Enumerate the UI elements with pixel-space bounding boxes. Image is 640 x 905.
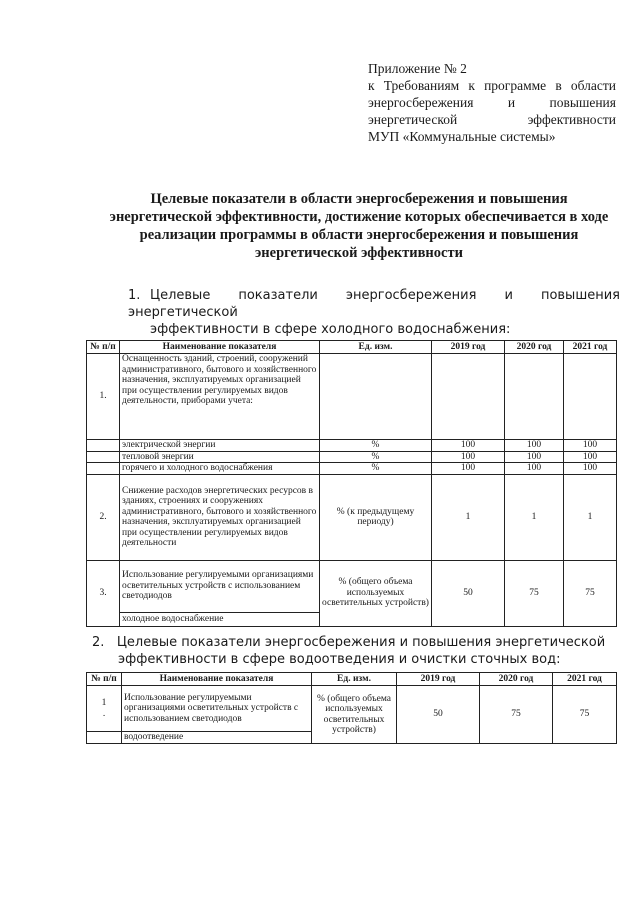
- table-row: [87, 440, 617, 452]
- value-2021: 1: [564, 474, 617, 560]
- row-num: 1: [101, 698, 107, 708]
- table-row: [87, 474, 617, 560]
- section-number: 1.: [128, 288, 141, 303]
- header-2020: 2020 год: [480, 673, 553, 686]
- table-row: [87, 560, 617, 612]
- value-2021: 100: [564, 463, 617, 475]
- header-num: № п/п: [87, 341, 120, 354]
- header-unit: Ед. изм.: [320, 341, 432, 354]
- value-2021: 100: [564, 451, 617, 463]
- value-2019: 100: [432, 451, 505, 463]
- header-2021: 2021 год: [553, 673, 617, 686]
- empty-cell: [564, 354, 617, 440]
- sub-indicator-name: водоотведение: [122, 732, 312, 744]
- value-2020: 100: [505, 440, 564, 452]
- header-2019: 2019 год: [397, 673, 480, 686]
- value-2020: 1: [505, 474, 564, 560]
- value-2021: 100: [564, 440, 617, 452]
- appendix-line: энергосбережения и повышения: [368, 95, 616, 110]
- unit: % (общего объема используемых осветительных устройств): [312, 686, 397, 744]
- empty-cell: [87, 463, 120, 475]
- indicator-name: Снижение расходов энергетических ресурсов в зданиях, строениях и сооружениях административного, бытового и хозяйственного назначения, эксплуатируемых организацией при осуществлении регулируемых видов деятельности: [120, 474, 320, 560]
- sub-indicator-name: тепловой энергии: [120, 451, 320, 463]
- unit: % (к предыдущему периоду): [320, 474, 432, 560]
- value-2019: 50: [432, 560, 505, 626]
- empty-cell: [432, 354, 505, 440]
- empty-cell: [87, 440, 120, 452]
- value-2021: 75: [553, 686, 617, 744]
- section-text: Целевые показатели энергосбережения и повышения энергетической: [116, 635, 606, 650]
- empty-cell: [87, 451, 120, 463]
- value-2020: 100: [505, 451, 564, 463]
- row-num: 1.: [87, 354, 120, 440]
- header-2020: 2020 год: [505, 341, 564, 354]
- unit: %: [320, 451, 432, 463]
- unit: %: [320, 440, 432, 452]
- section-number: 2.: [92, 635, 105, 650]
- header-num: № п/п: [87, 673, 122, 686]
- header-unit: Ед. изм.: [312, 673, 397, 686]
- sub-indicator-name: горячего и холодного водоснабжения: [120, 463, 320, 475]
- sub-indicator-name: холодное водоснабжение: [120, 612, 320, 626]
- empty-cell: [505, 354, 564, 440]
- row-num: 3.: [87, 560, 120, 626]
- empty-cell: [87, 732, 122, 744]
- row-num: 2.: [87, 474, 120, 560]
- table-cold-water: [86, 340, 617, 627]
- header-2021: 2021 год: [564, 341, 617, 354]
- header-name: Наименование показателя: [120, 341, 320, 354]
- appendix-header: [368, 60, 616, 145]
- section-text: Целевые показатели энергосбережения и повышения энергетической: [128, 288, 620, 320]
- header-name: Наименование показателя: [122, 673, 312, 686]
- indicator-name: Использование регулируемыми организациями осветительных устройств с использованием светодиодов: [122, 686, 312, 732]
- empty-cell: [320, 354, 432, 440]
- table-row: [87, 463, 617, 475]
- table-row: [87, 686, 617, 732]
- appendix-number: Приложение № 2: [368, 61, 467, 76]
- appendix-organization: МУП «Коммунальные системы»: [368, 129, 556, 144]
- indicator-name: Оснащенность зданий, строений, сооружений административного, бытового и хозяйственного назначения, эксплуатируемых организацией при осуществлении регулируемых видов деятельности, приборами учета:: [120, 354, 320, 440]
- header-2019: 2019 год: [432, 341, 505, 354]
- table-header-row: [87, 673, 617, 686]
- value-2019: 100: [432, 440, 505, 452]
- value-2019: 100: [432, 463, 505, 475]
- sub-indicator-name: электрической энергии: [120, 440, 320, 452]
- value-2019: 1: [432, 474, 505, 560]
- section-2-heading: [92, 634, 622, 668]
- value-2020: 75: [505, 560, 564, 626]
- section-text: эффективности в сфере холодного водоснабжения:: [150, 322, 511, 337]
- row-num-dot: .: [102, 708, 106, 719]
- indicator-name: Использование регулируемыми организациями осветительных устройств с использованием светодиодов: [120, 560, 320, 612]
- value-2020: 75: [480, 686, 553, 744]
- section-text: эффективности в сфере водоотведения и очистки сточных вод:: [118, 652, 561, 667]
- value-2020: 100: [505, 463, 564, 475]
- value-2021: 75: [564, 560, 617, 626]
- table-wastewater: [86, 672, 617, 744]
- value-2019: 50: [397, 686, 480, 744]
- unit: % (общего объема используемых осветительных устройств): [320, 560, 432, 626]
- appendix-line: энергетической эффективности: [368, 112, 616, 127]
- section-1-heading: [128, 287, 620, 338]
- table-header-row: [87, 341, 617, 354]
- appendix-line: к Требованиям к программе в области: [368, 78, 616, 93]
- document-title: Целевые показатели в области энергосбережения и повышения энергетической эффективности, достижение которых обеспечивается в ходе реализации программы в области энергосбережения и повышения энергетической эффективности: [109, 191, 609, 261]
- table-row: [87, 354, 617, 440]
- table-row: [87, 451, 617, 463]
- unit: %: [320, 463, 432, 475]
- row-num-cell: [87, 686, 122, 732]
